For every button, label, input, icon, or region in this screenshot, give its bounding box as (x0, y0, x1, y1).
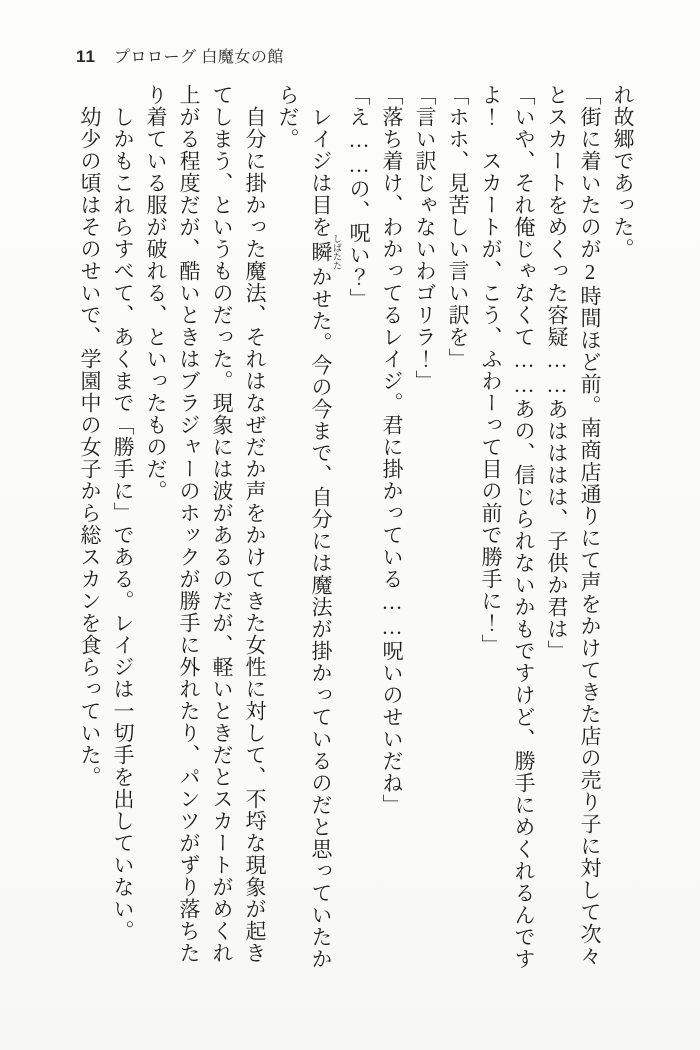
ruby-after-text: かせた。今の今まで、自分には魔法が掛かっているのだと思っていたか (309, 266, 333, 970)
ruby-before-text: レイジは目を (309, 106, 333, 238)
text-column: 「え……の、呪い？」 (347, 84, 371, 310)
text-column: 「ホホ、見苦しい言い訳を」 (446, 84, 470, 370)
running-header (76, 44, 284, 67)
text-column: 上がる程度だが、酷いときはブラジャーのホックが勝手に外れたり、パンツがずり落ちた (177, 84, 201, 964)
text-column: 自分に掛かった魔法、それはなぜだか声をかけてきた女性に対して、不埒な現象が起き (243, 106, 267, 964)
ruby-base: 瞬 (309, 234, 333, 270)
text-column: よ！ スカートが、こう、ふわーって目の前で勝手に！」 (479, 84, 503, 656)
text-column: 「街に着いたのが2時間ほど前。南商店通りにて声をかけてきた店の売り子に対して次々 (578, 84, 602, 967)
text-column-with-ruby (304, 84, 342, 1019)
body-text (73, 84, 639, 1019)
text-column: 「落ち着け、わかってるレイジ。君に掛かっている……呪いのせいだね」 (380, 84, 404, 816)
text-column: てしまう、というものだった。現象には波があるのだが、軽いときだとスカートがめくれ (210, 84, 234, 964)
text-column: とスカートをめくった容疑……あはははは、子供か君は」 (545, 84, 569, 662)
text-column: れ故郷であった。 (611, 84, 635, 260)
chapter-title: プロローグ 白魔女の館 (113, 49, 284, 66)
text-column: しかもこれらすべて、あくまで「勝手に」である。レイジは一切手を出していない。 (111, 106, 135, 942)
ruby-annotation (309, 234, 342, 270)
text-column: り着ている服が破れる、といったものだ。 (144, 84, 168, 502)
text-column: 「いや、それ俺じゃなくて……あの、信じられないかもですけど、勝手にめくれるんです (512, 84, 536, 970)
text-column: らだ。 (276, 84, 300, 150)
ruby-reading: しばたた (332, 234, 342, 270)
page-number: 11 (76, 47, 96, 66)
text-column: 「言い訳じゃないわゴリラ！」 (413, 84, 437, 392)
text-column: 幼少の頃はそのせいで、学園中の女子から総スカンを食らっていた。 (78, 106, 102, 788)
